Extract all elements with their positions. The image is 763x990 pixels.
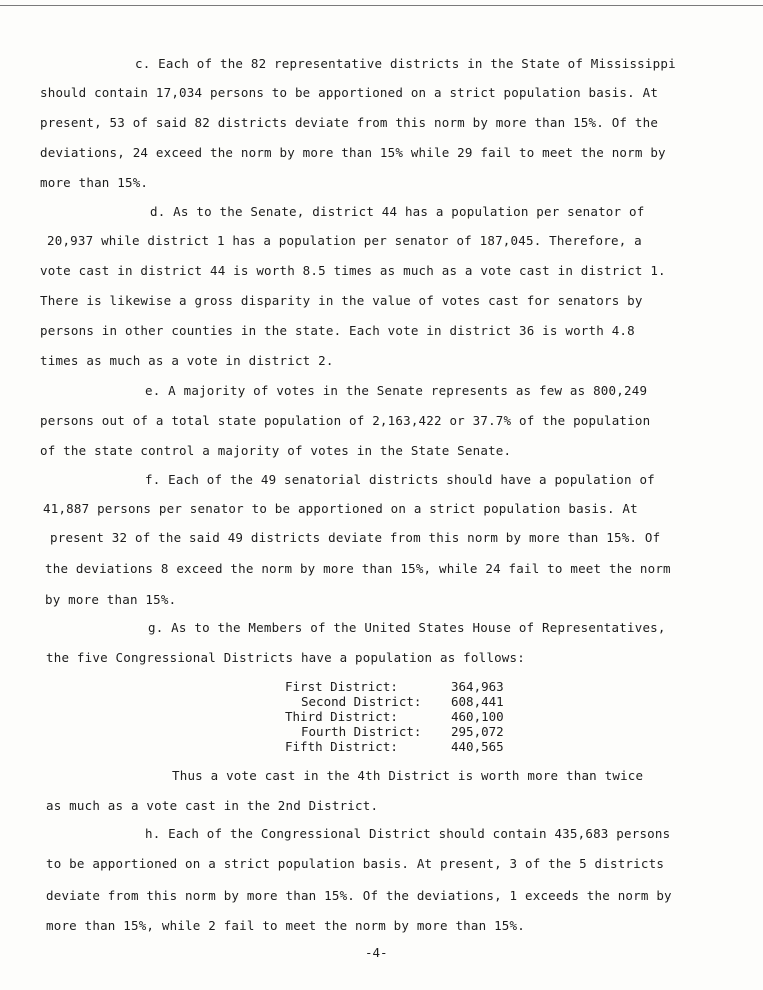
paragraph-e-line-2: persons out of a total state population of 2,163,422 or 37.7% of the population — [40, 413, 651, 428]
paragraph-d-line-2: 20,937 while district 1 has a population per senator of 187,045. Therefore, a — [47, 233, 642, 248]
paragraph-g2-line-2: as much as a vote cast in the 2nd District. — [46, 798, 379, 813]
paragraph-d-line-5: persons in other counties in the state. Each vote in district 36 is worth 4.8 — [40, 323, 635, 338]
table-row — [285, 724, 504, 739]
district-population: 440,565 — [451, 739, 504, 754]
page-number: -4- — [365, 945, 388, 960]
paragraph-g-line-2: the five Congressional Districts have a population as follows: — [46, 650, 525, 665]
district-name: Second District: — [301, 694, 422, 709]
paragraph-c-line-5: more than 15%. — [40, 175, 149, 190]
paragraph-c-line-2: should contain 17,034 persons to be apportioned on a strict population basis. At — [40, 85, 659, 100]
district-name: Third District: — [285, 709, 398, 724]
district-population: 608,441 — [451, 694, 504, 709]
top-border-line — [0, 5, 763, 6]
paragraph-d-line-6: times as much as a vote in district 2. — [40, 353, 334, 368]
paragraph-d-line-1: d. As to the Senate, district 44 has a population per senator of — [150, 204, 645, 219]
congressional-district-table — [285, 679, 504, 754]
paragraph-e-line-1: e. A majority of votes in the Senate represents as few as 800,249 — [145, 383, 648, 398]
paragraph-d-line-4: There is likewise a gross disparity in the value of votes cast for senators by — [40, 293, 643, 308]
paragraph-h-line-4: more than 15%, while 2 fail to meet the norm by more than 15%. — [46, 918, 525, 933]
paragraph-h-line-2: to be apportioned on a strict population basis. At present, 3 of the 5 districts — [46, 856, 665, 871]
paragraph-c-line-4: deviations, 24 exceed the norm by more than 15% while 29 fail to meet the norm by — [40, 145, 666, 160]
paragraph-f-line-1: f. Each of the 49 senatorial districts should have a population of — [145, 472, 655, 487]
paragraph-h-line-1: h. Each of the Congressional District should contain 435,683 persons — [145, 826, 671, 841]
district-population: 295,072 — [451, 724, 504, 739]
table-row — [285, 709, 504, 724]
table-row — [285, 679, 504, 694]
paragraph-h-line-3: deviate from this norm by more than 15%. Of the deviations, 1 exceeds the norm by — [46, 888, 672, 903]
table-row — [285, 739, 504, 754]
district-name: First District: — [285, 679, 398, 694]
district-name: Fifth District: — [285, 739, 398, 754]
district-name: Fourth District: — [301, 724, 422, 739]
district-population: 364,963 — [451, 679, 504, 694]
paragraph-f-line-5: by more than 15%. — [45, 592, 177, 607]
paragraph-f-line-2: 41,887 persons per senator to be apportioned on a strict population basis. At — [43, 501, 638, 516]
paragraph-c-line-3: present, 53 of said 82 districts deviate from this norm by more than 15%. Of the — [40, 115, 659, 130]
paragraph-f-line-4: the deviations 8 exceed the norm by more than 15%, while 24 fail to meet the norm — [45, 561, 671, 576]
paragraph-g2-line-1: Thus a vote cast in the 4th District is worth more than twice — [172, 768, 644, 783]
paragraph-f-line-3: present 32 of the said 49 districts deviate from this norm by more than 15%. Of — [50, 530, 661, 545]
paragraph-e-line-3: of the state control a majority of votes in the State Senate. — [40, 443, 512, 458]
paragraph-d-line-3: vote cast in district 44 is worth 8.5 times as much as a vote cast in district 1. — [40, 263, 666, 278]
table-row — [285, 694, 504, 709]
paragraph-g-line-1: g. As to the Members of the United States House of Representatives, — [148, 620, 666, 635]
district-population: 460,100 — [451, 709, 504, 724]
paragraph-c-line-1: c. Each of the 82 representative districts in the State of Mississippi — [135, 56, 676, 71]
